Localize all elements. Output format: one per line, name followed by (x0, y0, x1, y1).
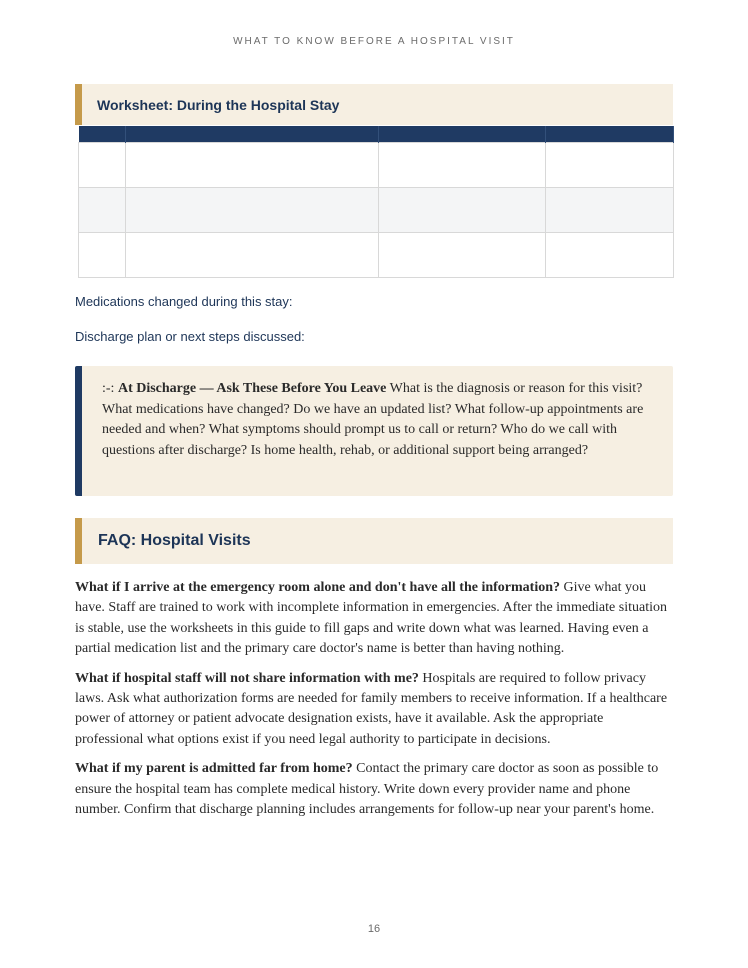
callout-heading: At Discharge — Ask These Before You Leave (117, 381, 387, 396)
medications-changed-label: Medications changed during this stay: (75, 294, 293, 309)
worksheet-cell[interactable] (79, 143, 126, 188)
worksheet-cell[interactable] (126, 188, 379, 233)
worksheet-header-cell (379, 126, 546, 143)
faq-question: What if hospital staff will not share information with me? (75, 670, 419, 686)
faq-question: What if I arrive at the emergency room alone and don't have all the information? (75, 580, 561, 595)
faq-item (75, 759, 673, 820)
worksheet-cell[interactable] (379, 143, 546, 188)
callout-body: What is the diagnosis or reason for this visit? What medications have changed? Do we have an updated list? What follow-up appointments are needed and when? What symptoms should prompt us to call or return? Who do we call with questions after discharge? Is home health, rehab, or additional support being arranged? (102, 381, 644, 458)
faq-list (75, 578, 673, 829)
worksheet-banner (75, 84, 673, 125)
faq-answer: Give what you have. Staff are trained to work with incomplete information in emergencies. After the immediate situation is stable, use the worksheets in this guide to fill gaps and write down what was learned. Having even a partial medication list and the primary care doctor's name is better than having nothing. (75, 580, 667, 657)
worksheet-cell[interactable] (126, 233, 379, 278)
worksheet-cell[interactable] (546, 143, 674, 188)
worksheet-header-cell (79, 126, 126, 143)
worksheet-cell[interactable] (546, 233, 674, 278)
worksheet-table (78, 126, 674, 278)
worksheet-cell[interactable] (79, 188, 126, 233)
worksheet-cell[interactable] (546, 188, 674, 233)
faq-answer: Contact the primary care doctor as soon as possible to ensure the hospital team has complete medical history. Write down every provider name and phone number. Confirm that discharge planning includes arrangements for follow-up near your parent's home. (75, 761, 659, 818)
worksheet-header-row (79, 126, 674, 143)
worksheet-header-cell (546, 126, 674, 143)
faq-answer: Hospitals are required to follow privacy laws. Ask what authorization forms are needed for family members to receive information. If a healthcare power of attorney or patient advocate designation exists, have it available. Ask the appropriate professional what options exist if you need legal authority to participate in decisions. (75, 670, 668, 747)
faq-banner (75, 518, 673, 564)
worksheet-row (79, 188, 674, 233)
faq-item (75, 578, 673, 660)
discharge-plan-label: Discharge plan or next steps discussed: (75, 329, 305, 344)
worksheet-header-cell (126, 126, 379, 143)
faq-question: What if my parent is admitted far from home? (75, 761, 353, 777)
worksheet-cell[interactable] (379, 233, 546, 278)
worksheet-title: Worksheet: During the Hospital Stay (97, 96, 340, 113)
faq-item (75, 669, 673, 751)
worksheet-cell[interactable] (126, 143, 379, 188)
worksheet-cell[interactable] (79, 233, 126, 278)
worksheet-row (79, 233, 674, 278)
callout-prefix: :-: (102, 381, 118, 396)
discharge-callout (75, 366, 673, 496)
faq-title: FAQ: Hospital Visits (98, 532, 251, 549)
worksheet-cell[interactable] (379, 188, 546, 233)
page-number: 16 (367, 923, 381, 935)
running-header: WHAT TO KNOW BEFORE A HOSPITAL VISIT (233, 36, 515, 47)
worksheet-row (79, 143, 674, 188)
